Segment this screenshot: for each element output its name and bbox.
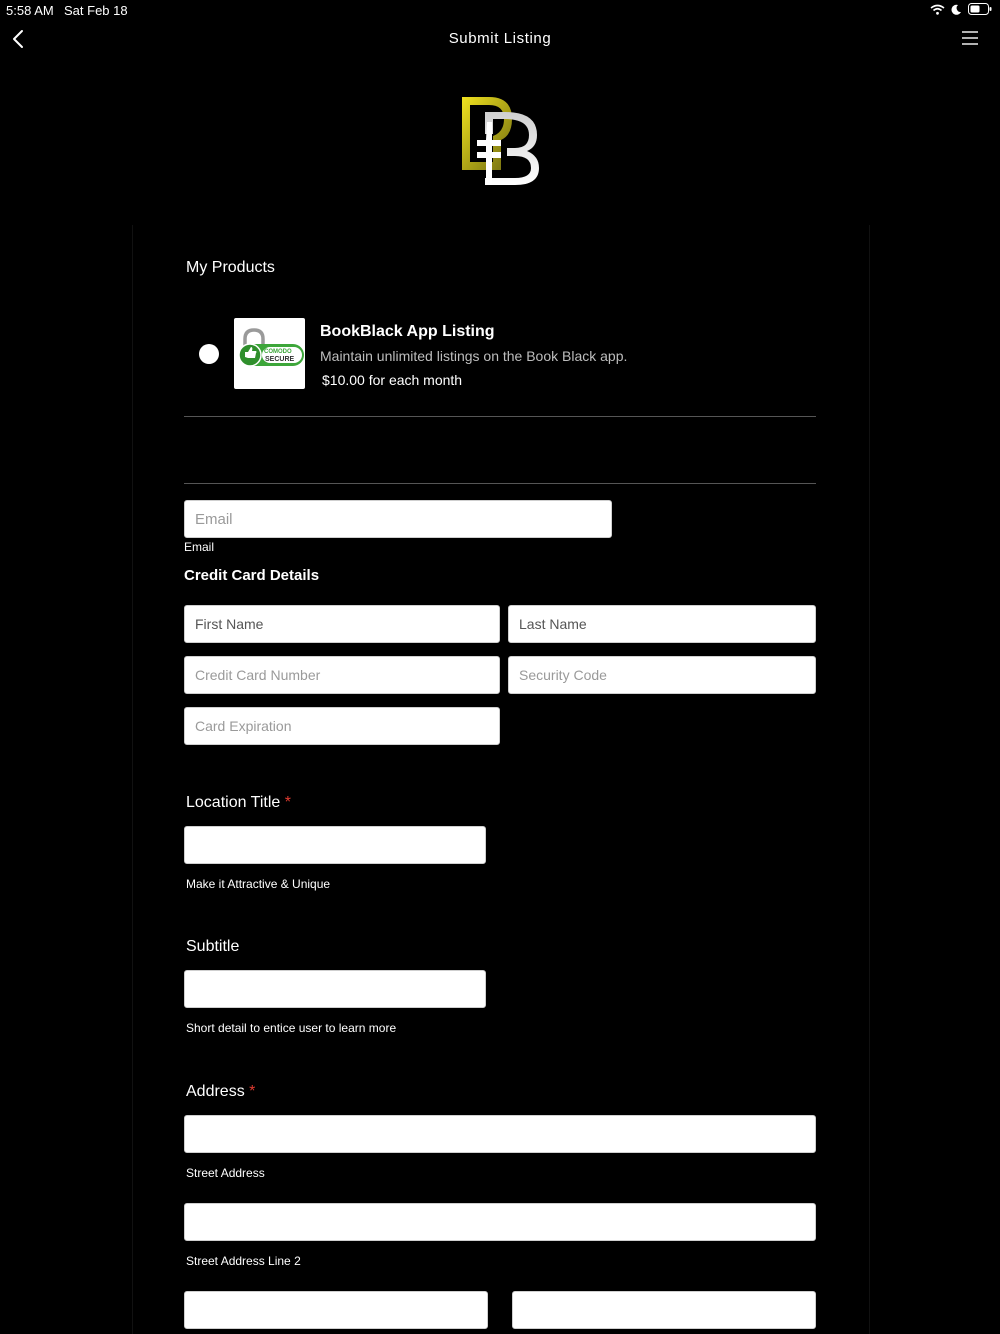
hamburger-menu-icon[interactable] <box>960 29 980 47</box>
location-title-input[interactable] <box>184 826 486 864</box>
subtitle-hint: Short detail to entice user to learn more <box>186 1021 397 1035</box>
address-label-text: Address <box>186 1083 245 1100</box>
nav-bar <box>0 22 1000 56</box>
email-input[interactable] <box>184 500 612 538</box>
status-icons <box>930 3 992 15</box>
divider <box>184 416 816 417</box>
product-price: $10.00 for each month <box>322 372 463 388</box>
required-mark: * <box>284 794 291 811</box>
street-address-line2-input[interactable] <box>184 1203 816 1241</box>
street-address-line2-hint: Street Address Line 2 <box>186 1254 301 1268</box>
required-mark: * <box>249 1083 256 1100</box>
email-label: Email <box>184 540 215 554</box>
battery-icon <box>968 3 992 15</box>
state-input[interactable] <box>512 1291 816 1329</box>
wifi-icon <box>930 4 945 15</box>
badge-line2: SECURE <box>265 356 295 363</box>
product-name: BookBlack App Listing <box>320 323 495 340</box>
street-address-hint: Street Address <box>186 1166 265 1180</box>
subtitle-label: Subtitle <box>186 938 240 955</box>
first-name-input[interactable] <box>184 605 500 643</box>
last-name-input[interactable] <box>508 605 816 643</box>
bookblack-logo <box>455 92 545 188</box>
location-title-text: Location Title <box>186 794 281 811</box>
comodo-secure-badge <box>234 318 305 389</box>
location-title-label <box>186 794 291 812</box>
card-expiration-input[interactable] <box>184 707 500 745</box>
divider <box>184 483 816 484</box>
street-address-input[interactable] <box>184 1115 816 1153</box>
page-title: Submit Listing <box>448 30 552 47</box>
credit-card-heading: Credit Card Details <box>184 567 320 584</box>
products-heading: My Products <box>186 259 275 276</box>
security-code-input[interactable] <box>508 656 816 694</box>
product-radio[interactable] <box>199 344 219 364</box>
city-input[interactable] <box>184 1291 488 1329</box>
address-label <box>186 1083 255 1101</box>
status-date: Sat Feb 18 <box>64 3 128 18</box>
moon-icon <box>951 4 962 15</box>
status-time: 5:58 AM <box>6 3 54 18</box>
product-description: Maintain unlimited listings on the Book Black app. <box>320 348 628 364</box>
status-bar <box>0 0 1000 20</box>
card-number-input[interactable] <box>184 656 500 694</box>
subtitle-input[interactable] <box>184 970 486 1008</box>
location-title-hint: Make it Attractive & Unique <box>186 877 331 891</box>
badge-line1: COMODO <box>264 349 292 355</box>
product-thumbnail <box>234 318 305 389</box>
